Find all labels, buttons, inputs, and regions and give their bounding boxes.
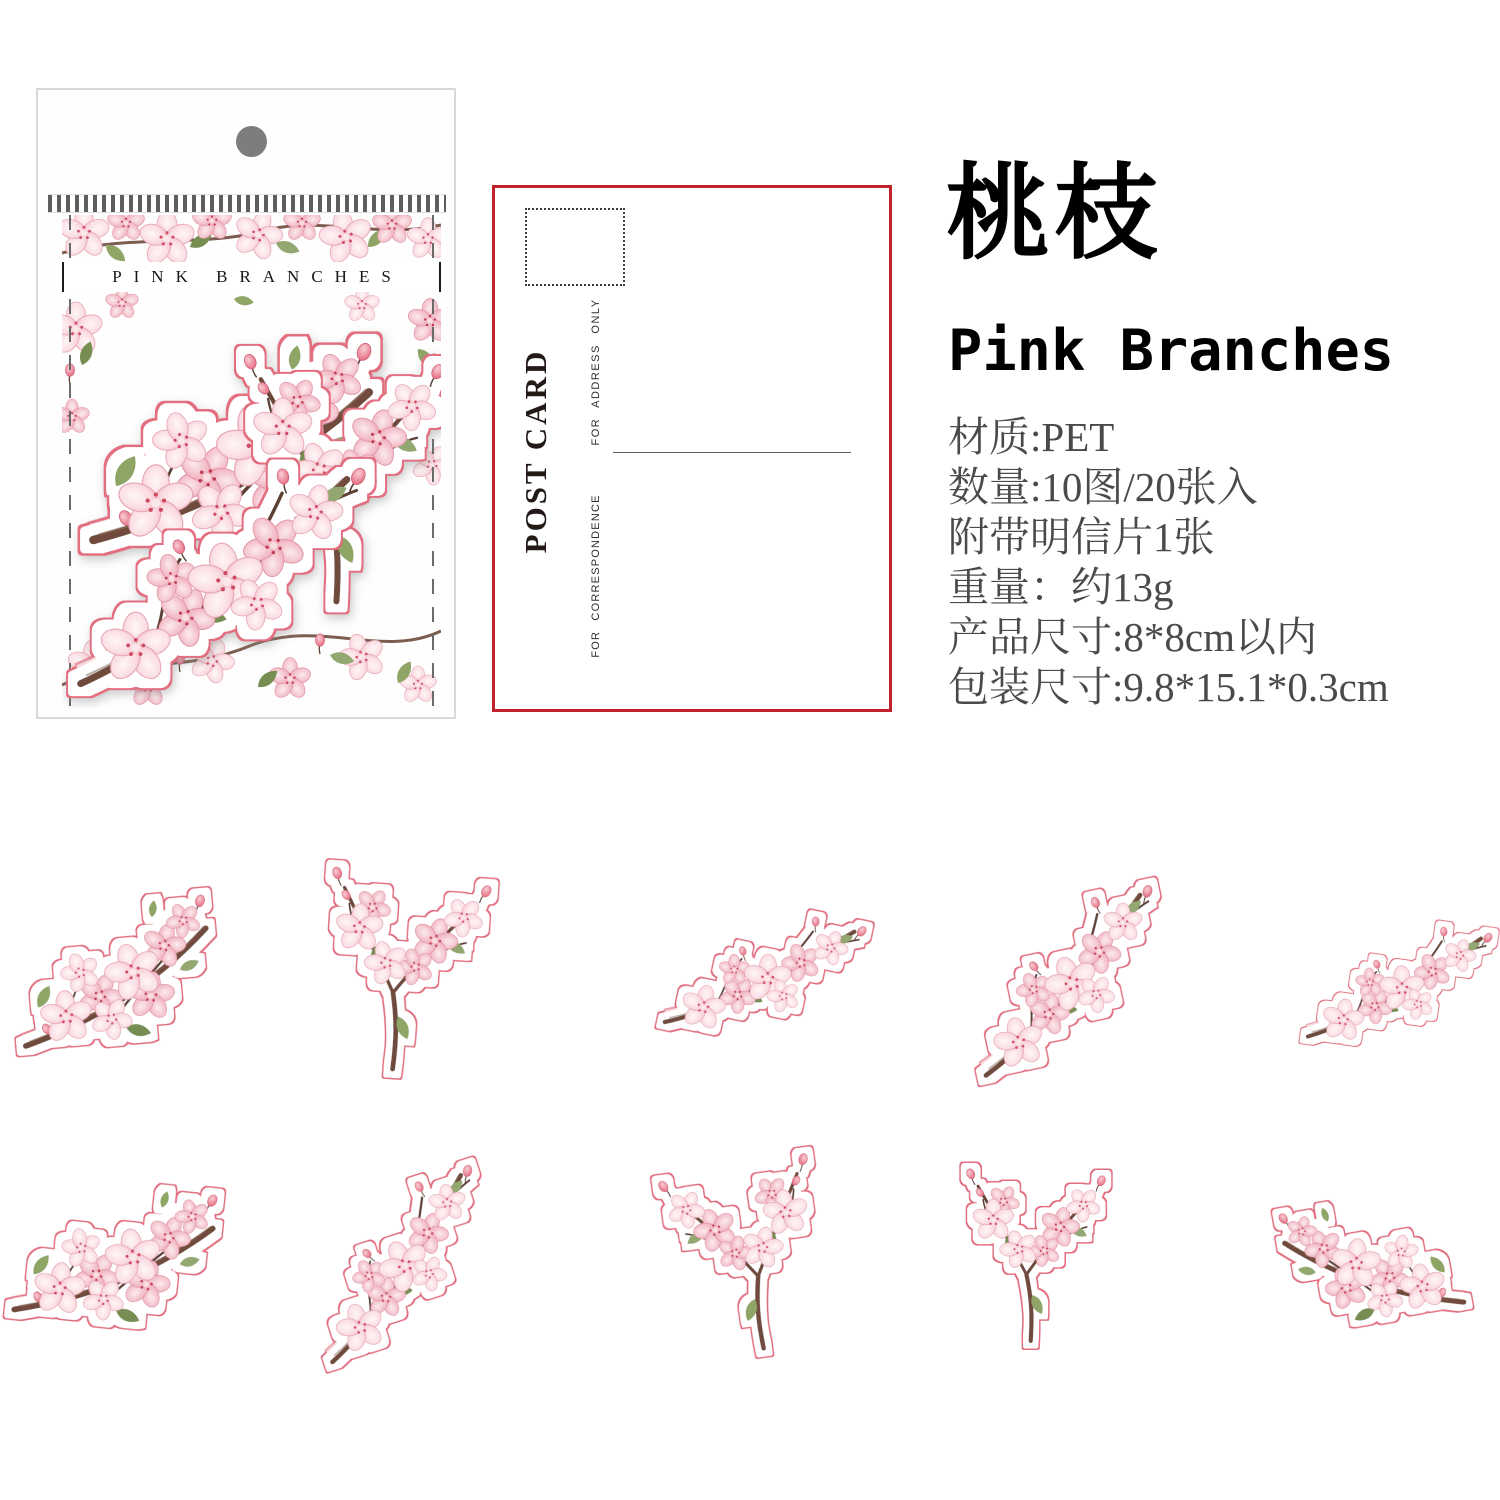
postcard-title: POST CARD: [518, 348, 553, 554]
blossom-branch-sticker: [10, 1162, 220, 1347]
zip-seal-strip: [48, 194, 446, 213]
sticker-pile: [81, 341, 441, 684]
product-title-english: Pink Branches: [948, 318, 1395, 384]
blossom-branch-sticker: [1282, 1160, 1462, 1360]
stamp-box: [525, 208, 625, 286]
blossom-branch-sticker: [292, 1160, 497, 1355]
spec-line: 重量：约13g: [948, 564, 1174, 610]
spec-line: 产品尺寸:8*8cm以内: [948, 614, 1317, 660]
blossom-branch-sticker: [1307, 878, 1487, 1078]
blossom-branch-sticker: [668, 862, 858, 1072]
product-spec-list: [948, 412, 1500, 712]
spec-line: 数量:10图/20张入: [948, 464, 1258, 510]
postcard-divider-line: [613, 452, 851, 453]
blossom-branch-sticker: [295, 868, 500, 1073]
blossom-branch-sticker: [944, 1155, 1114, 1355]
spec-line: 附带明信片1张: [948, 514, 1215, 560]
spec-line: 材质:PET: [948, 414, 1115, 460]
package-label-band: [62, 262, 441, 292]
sticker-package-bag: [36, 88, 456, 719]
blossom-branch-sticker: [952, 876, 1172, 1071]
blossom-branch-sticker: [12, 875, 217, 1070]
blossom-branch-sticker: [660, 1158, 845, 1353]
correspondence-label: FOR CORRESPONDENCE: [590, 494, 602, 658]
product-title-chinese: 桃枝: [946, 156, 1163, 272]
postcard-template: [492, 185, 892, 712]
package-label: PINK BRANCHES: [112, 267, 403, 286]
spec-line: 包装尺寸:9.8*15.1*0.3cm: [948, 664, 1389, 710]
address-only-label: FOR ADDRESS ONLY: [590, 298, 602, 446]
hang-hole: [236, 126, 267, 157]
